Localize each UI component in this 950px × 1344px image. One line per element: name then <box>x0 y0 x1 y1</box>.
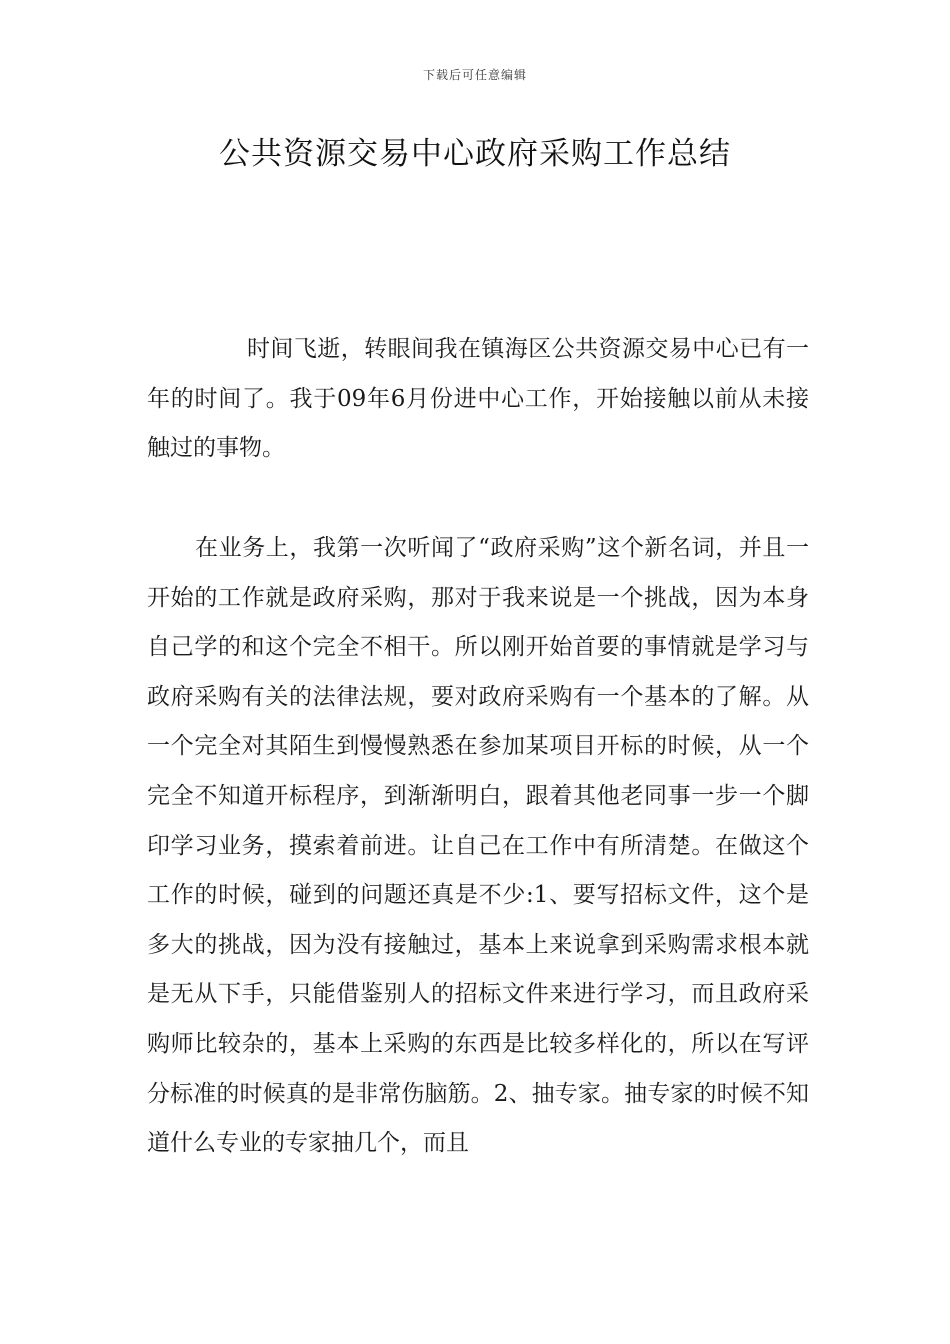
paragraph-work: 在业务上，我第一次听闻了“政府采购”这个新名词，并且一开始的工作就是政府采购，那对于我来说是一个挑战，因为本身自己学的和这个完全不相干。所以刚开始首要的事情就是学习与政府采购有关的法律法规，要对政府采购有一个基本的了解。从一个完全对其陌生到慢慢熟悉在参加某项目开标的时候，从一个完全不知道开标程序，到渐渐明白，跟着其他老同事一步一个脚印学习业务，摸索着前进。让自己在工作中有所清楚。在做这个工作的时候，碰到的问题还真是不少:1、要写招标文件，这个是多大的挑战，因为没有接触过，基本上来说拿到采购需求根本就是无从下手，只能借鉴别人的招标文件来进行学习，而且政府采购师比较杂的，基本上采购的东西是比较多样化的，所以在写评分标准的时候真的是非常伤脑筋。2、抽专家。抽专家的时候不知道什么专业的专家抽几个，而且 <box>147 535 809 1157</box>
document-title: 公共资源交易中心政府采购工作总结 <box>219 136 731 172</box>
header-note: 下载后可任意编辑 <box>422 68 527 82</box>
paragraph-intro: 时间飞逝，转眼间我在镇海区公共资源交易中心已有一年的时间了。我于09年6月份进中心工作，开始接触以前从未接触过的事物。 <box>147 336 809 462</box>
